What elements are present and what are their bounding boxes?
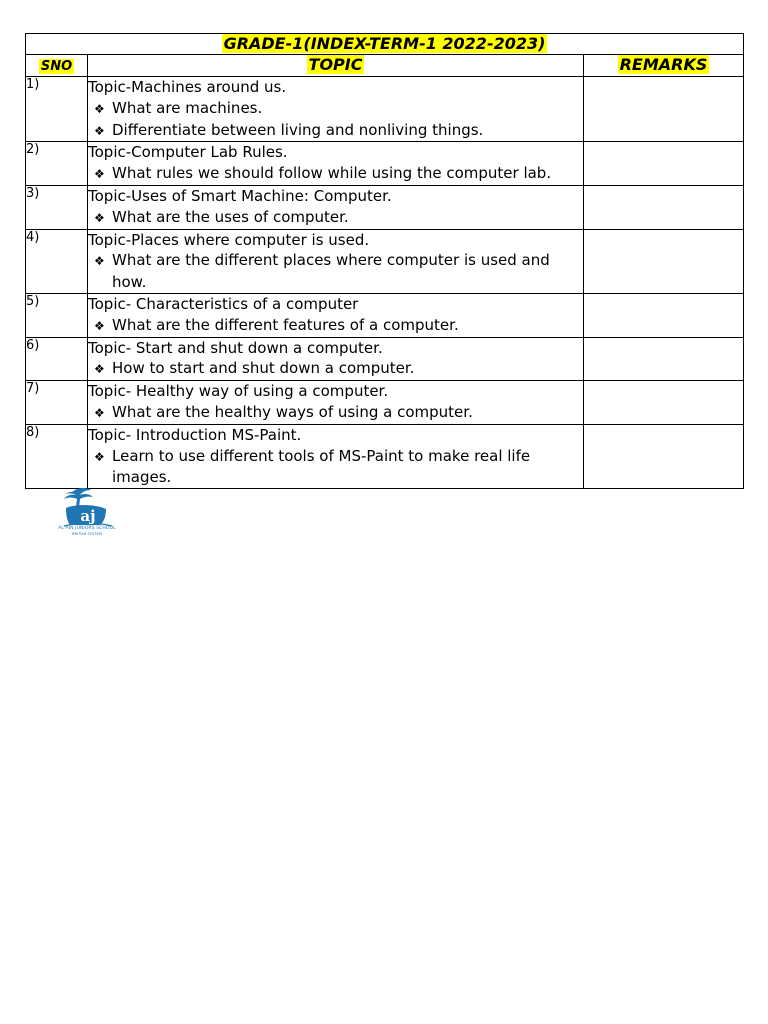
diamond-bullet-icon: ❖ xyxy=(94,254,105,269)
topic-header: TOPIC xyxy=(308,55,363,74)
topic-point-text: What are machines. xyxy=(112,98,263,117)
title-cell xyxy=(26,34,744,55)
diamond-bullet-icon: ❖ xyxy=(94,318,105,333)
remarks-cell xyxy=(584,77,744,142)
topic-point-text: What are the uses of computer. xyxy=(112,207,349,226)
diamond-bullet-icon: ❖ xyxy=(94,101,105,116)
topic-cell xyxy=(88,381,584,425)
topic-point-text: What are the healthy ways of using a computer. xyxy=(112,402,473,421)
topic-point xyxy=(88,250,583,293)
remarks-cell xyxy=(584,142,744,186)
topic-point xyxy=(88,98,583,120)
table-row xyxy=(26,185,744,229)
diamond-bullet-icon: ❖ xyxy=(94,405,105,420)
topic-point-text: How to start and shut down a computer. xyxy=(112,359,415,378)
title-row xyxy=(26,34,744,55)
school-logo xyxy=(44,486,130,542)
sno-cell: 4) xyxy=(26,229,88,293)
topic-title: Topic-Uses of Smart Machine: Computer. xyxy=(88,186,392,205)
index-table xyxy=(25,33,744,489)
document-title: GRADE-1(INDEX-TERM-1 2022-2023) xyxy=(223,34,546,53)
topic-title: Topic- Introduction MS-Paint. xyxy=(88,425,302,444)
remarks-header-cell xyxy=(584,55,744,77)
school-tagline: BRITISH SYSTEM xyxy=(72,532,102,536)
topic-point-text: What are the different features of a computer. xyxy=(112,315,459,334)
topic-cell xyxy=(88,77,584,142)
sno-cell: 5) xyxy=(26,293,88,337)
table-row xyxy=(26,77,744,142)
sno-cell: 8) xyxy=(26,424,88,488)
sno-header: SNO xyxy=(40,59,73,74)
sno-cell: 1) xyxy=(26,77,88,142)
topic-title: Topic- Characteristics of a computer xyxy=(88,294,359,313)
remarks-cell xyxy=(584,185,744,229)
remarks-cell xyxy=(584,337,744,381)
topic-cell xyxy=(88,142,584,186)
topic-point-text: Learn to use different tools of MS-Paint to make real life images. xyxy=(112,446,531,487)
topic-title: Topic-Places where computer is used. xyxy=(88,230,370,249)
sno-cell: 6) xyxy=(26,337,88,381)
remarks-header: REMARKS xyxy=(619,55,708,74)
topic-title: Topic-Machines around us. xyxy=(88,78,287,96)
diamond-bullet-icon: ❖ xyxy=(94,210,105,225)
sno-cell: 7) xyxy=(26,381,88,425)
topic-title: Topic- Healthy way of using a computer. xyxy=(88,382,389,401)
topic-cell xyxy=(88,185,584,229)
remarks-cell xyxy=(584,293,744,337)
remarks-cell xyxy=(584,424,744,488)
topic-cell xyxy=(88,229,584,293)
diamond-bullet-icon: ❖ xyxy=(94,362,105,377)
header-row xyxy=(26,55,744,77)
remarks-cell xyxy=(584,229,744,293)
table-row xyxy=(26,142,744,186)
topic-header-cell xyxy=(88,55,584,77)
topic-point xyxy=(88,446,583,489)
topic-point xyxy=(88,402,583,424)
logo-monogram-text: aj xyxy=(80,507,96,525)
diamond-bullet-icon: ❖ xyxy=(94,449,105,464)
school-name: AL AIN JUNIORS SCHOOL xyxy=(58,526,116,531)
table-row xyxy=(26,381,744,425)
topic-point xyxy=(88,358,583,380)
topic-cell xyxy=(88,293,584,337)
table-body xyxy=(26,77,744,489)
topic-title: Topic-Computer Lab Rules. xyxy=(88,143,288,162)
topic-point-text: What rules we should follow while using the computer lab. xyxy=(112,164,552,183)
table-row xyxy=(26,337,744,381)
topic-point xyxy=(88,207,583,229)
topic-point-text: Differentiate between living and nonliving things. xyxy=(112,120,484,139)
sno-header-cell xyxy=(26,55,88,77)
topic-title: Topic- Start and shut down a computer. xyxy=(88,338,383,357)
sno-cell: 2) xyxy=(26,142,88,186)
topic-cell xyxy=(88,424,584,488)
sno-cell: 3) xyxy=(26,185,88,229)
topic-cell xyxy=(88,337,584,381)
table-row xyxy=(26,424,744,488)
topic-point xyxy=(88,120,583,142)
topic-point xyxy=(88,163,583,185)
logo-monogram xyxy=(44,486,130,528)
table-row xyxy=(26,293,744,337)
topic-point xyxy=(88,315,583,337)
remarks-cell xyxy=(584,381,744,425)
table-row xyxy=(26,229,744,293)
diamond-bullet-icon: ❖ xyxy=(94,123,105,138)
topic-point-text: What are the different places where computer is used and how. xyxy=(112,251,550,292)
diamond-bullet-icon: ❖ xyxy=(94,167,105,182)
